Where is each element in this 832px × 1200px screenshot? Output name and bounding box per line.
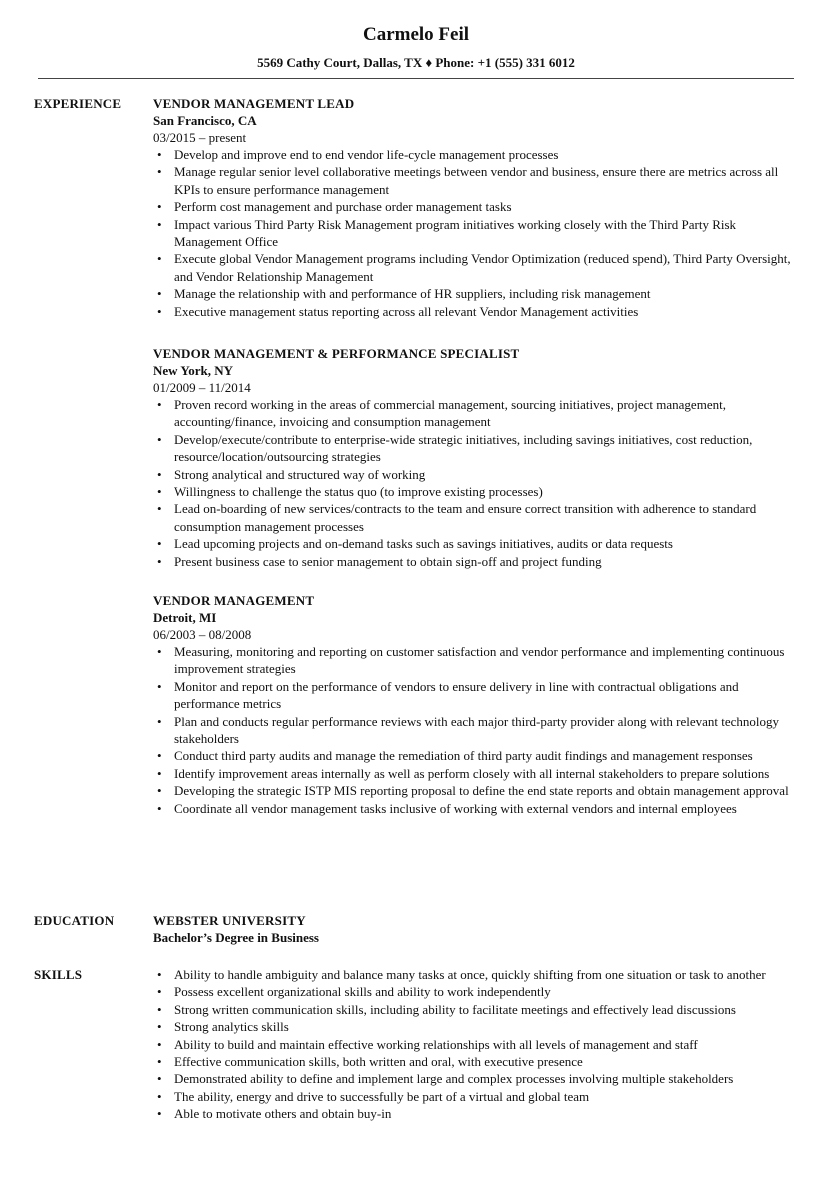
skills-list: [153, 966, 793, 1123]
job-bullet: • Plan and conducts regular performance reviews with each major third-party provider along with relevant technology stakeholders: [153, 713, 793, 748]
job-entry: [153, 345, 793, 570]
job-bullet: • Manage the relationship with and performance of HR suppliers, including risk management: [153, 285, 793, 302]
job-bullet: • Identify improvement areas internally as well as perform closely with all internal stakeholders to prepare solutions: [153, 765, 793, 782]
job-bullet: • Measuring, monitoring and reporting on customer satisfaction and vendor performance and implementing continuous improvement strategies: [153, 643, 793, 678]
job-dates: 01/2009 – 11/2014: [153, 380, 251, 395]
job-bullets: [153, 643, 793, 817]
job-bullet: • Lead upcoming projects and on-demand tasks such as savings initiatives, audits or data requests: [153, 535, 793, 552]
education-body: [153, 912, 793, 946]
job-bullet: • Coordinate all vendor management tasks inclusive of working with external vendors and internal employees: [153, 800, 793, 817]
job-bullet: • Executive management status reporting across all relevant Vendor Management activities: [153, 303, 793, 320]
job-title: VENDOR MANAGEMENT & PERFORMANCE SPECIALIST: [153, 346, 520, 361]
job-bullet: • Proven record working in the areas of commercial management, sourcing initiatives, project management, accounting/finance, invoicing and consumption management: [153, 396, 793, 431]
job-bullet: • Develop and improve end to end vendor life-cycle management processes: [153, 146, 793, 163]
job-bullet: • Manage regular senior level collaborative meetings between vendor and business, ensure there are metrics across all KPIs to ensure performance management: [153, 163, 793, 198]
job-title: VENDOR MANAGEMENT: [153, 593, 315, 608]
job-entry: [153, 95, 793, 320]
job-location: New York, NY: [153, 363, 234, 378]
skill-item: • Ability to build and maintain effective working relationships with all levels of management and staff: [153, 1036, 793, 1053]
job-bullet: • Conduct third party audits and manage the remediation of third party audit findings and management responses: [153, 747, 793, 764]
job-bullet: • Willingness to challenge the status quo (to improve existing processes): [153, 483, 793, 500]
school-name: WEBSTER UNIVERSITY: [153, 913, 306, 928]
contact-line: 5569 Cathy Court, Dallas, TX ♦ Phone: +1 (555) 331 6012: [257, 55, 575, 70]
skill-item: • Possess excellent organizational skills and ability to work independently: [153, 983, 793, 1000]
job-bullets: [153, 146, 793, 320]
job-bullet: • Perform cost management and purchase order management tasks: [153, 198, 793, 215]
header-divider: [38, 78, 794, 79]
skill-item: • Able to motivate others and obtain buy-in: [153, 1105, 793, 1122]
skill-item: • The ability, energy and drive to successfully be part of a virtual and global team: [153, 1088, 793, 1105]
job-bullet: • Develop/execute/contribute to enterprise-wide strategic initiatives, including savings initiatives, cost reduction, resource/location/outsourcing strategies: [153, 431, 793, 466]
job-bullet: • Strong analytical and structured way of working: [153, 466, 793, 483]
job-dates: 06/2003 – 08/2008: [153, 627, 252, 642]
job-location: Detroit, MI: [153, 610, 217, 625]
job-bullet: • Lead on-boarding of new services/contracts to the team and ensure correct transition with adherence to standard consumption management processes: [153, 500, 793, 535]
candidate-name: Carmelo Feil: [362, 24, 470, 45]
degree-name: Bachelor’s Degree in Business: [153, 930, 319, 945]
skill-item: • Ability to handle ambiguity and balance many tasks at once, quickly shifting from one situation or task to another: [153, 966, 793, 983]
skill-item: • Strong written communication skills, including ability to facilitate meetings and effectively lead discussions: [153, 1001, 793, 1018]
skills-body: [153, 966, 793, 1123]
job-bullet: • Developing the strategic ISTP MIS reporting proposal to define the end state reports and obtain management approval: [153, 782, 793, 799]
job-bullet: • Monitor and report on the performance of vendors to ensure delivery in line with contractual obligations and performance metrics: [153, 678, 793, 713]
skill-item: • Demonstrated ability to define and implement large and complex processes involving multiple stakeholders: [153, 1070, 793, 1087]
job-location: San Francisco, CA: [153, 113, 257, 128]
experience-label: EXPERIENCE: [34, 96, 122, 111]
job-dates: 03/2015 – present: [153, 130, 247, 145]
skills-label: SKILLS: [34, 967, 83, 982]
job-bullets: [153, 396, 793, 570]
job-bullet: • Impact various Third Party Risk Management program initiatives working closely with the Third Party Risk Management Office: [153, 216, 793, 251]
job-bullet: • Present business case to senior management to obtain sign-off and project funding: [153, 553, 793, 570]
job-entry: [153, 592, 793, 817]
job-bullet: • Execute global Vendor Management programs including Vendor Optimization (reduced spend), Third Party Oversight, and Vendor Relationship Management: [153, 250, 793, 285]
skill-item: • Effective communication skills, both written and oral, with executive presence: [153, 1053, 793, 1070]
experience-body: [153, 95, 793, 320]
skill-item: • Strong analytics skills: [153, 1018, 793, 1035]
job-title: VENDOR MANAGEMENT LEAD: [153, 96, 355, 111]
resume-header: [0, 22, 832, 71]
education-label: EDUCATION: [34, 913, 115, 928]
